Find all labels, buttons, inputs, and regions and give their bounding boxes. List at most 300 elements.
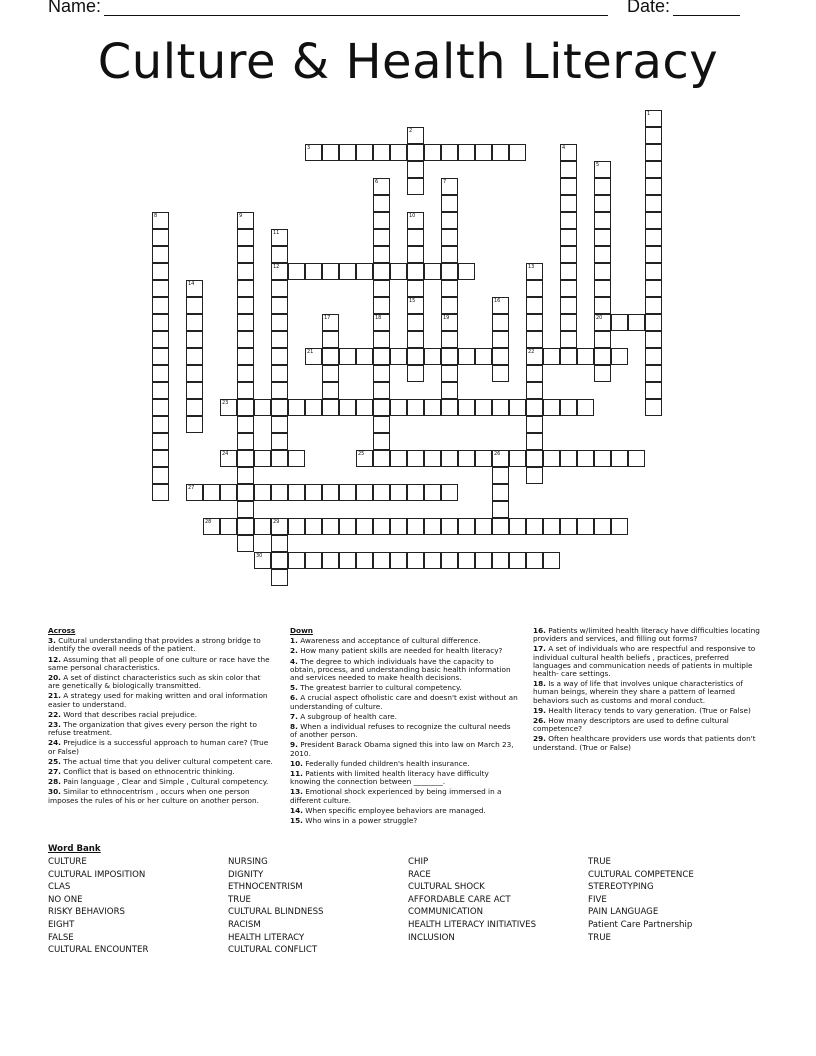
grid-cell[interactable] [271, 246, 288, 263]
grid-cell[interactable] [152, 280, 169, 297]
grid-cell[interactable] [526, 314, 543, 331]
grid-cell[interactable] [373, 263, 390, 280]
grid-cell[interactable] [237, 450, 254, 467]
grid-cell[interactable] [407, 518, 424, 535]
grid-cell[interactable] [560, 280, 577, 297]
grid-cell[interactable] [543, 518, 560, 535]
grid-cell[interactable] [628, 314, 645, 331]
grid-cell[interactable] [441, 212, 458, 229]
grid-cell[interactable] [271, 229, 288, 246]
grid-cell[interactable] [560, 331, 577, 348]
grid-cell[interactable] [441, 280, 458, 297]
grid-cell[interactable] [458, 450, 475, 467]
grid-cell[interactable] [237, 297, 254, 314]
grid-cell[interactable] [356, 399, 373, 416]
grid-cell[interactable] [203, 484, 220, 501]
grid-cell[interactable] [560, 348, 577, 365]
grid-cell[interactable] [526, 263, 543, 280]
grid-cell[interactable] [152, 263, 169, 280]
grid-cell[interactable] [441, 518, 458, 535]
grid-cell[interactable] [407, 263, 424, 280]
grid-cell[interactable] [407, 161, 424, 178]
grid-cell[interactable] [390, 518, 407, 535]
grid-cell[interactable] [560, 229, 577, 246]
grid-cell[interactable] [339, 399, 356, 416]
grid-cell[interactable] [373, 212, 390, 229]
grid-cell[interactable] [424, 552, 441, 569]
grid-cell[interactable] [526, 297, 543, 314]
grid-cell[interactable] [186, 365, 203, 382]
grid-cell[interactable] [356, 144, 373, 161]
grid-cell[interactable] [373, 314, 390, 331]
grid-cell[interactable] [186, 348, 203, 365]
grid-cell[interactable] [373, 484, 390, 501]
grid-cell[interactable] [526, 382, 543, 399]
grid-cell[interactable] [407, 331, 424, 348]
grid-cell[interactable] [577, 399, 594, 416]
grid-cell[interactable] [560, 518, 577, 535]
grid-cell[interactable] [492, 297, 509, 314]
grid-cell[interactable] [220, 484, 237, 501]
grid-cell[interactable] [322, 348, 339, 365]
grid-cell[interactable] [152, 399, 169, 416]
grid-cell[interactable] [441, 178, 458, 195]
grid-cell[interactable] [407, 178, 424, 195]
grid-cell[interactable] [424, 144, 441, 161]
grid-cell[interactable] [645, 212, 662, 229]
grid-cell[interactable] [509, 399, 526, 416]
grid-cell[interactable] [526, 518, 543, 535]
grid-cell[interactable] [271, 348, 288, 365]
grid-cell[interactable] [237, 501, 254, 518]
grid-cell[interactable] [594, 246, 611, 263]
grid-cell[interactable] [458, 518, 475, 535]
grid-cell[interactable] [424, 263, 441, 280]
grid-cell[interactable] [373, 280, 390, 297]
grid-cell[interactable] [526, 331, 543, 348]
grid-cell[interactable] [543, 348, 560, 365]
grid-cell[interactable] [509, 450, 526, 467]
grid-cell[interactable] [152, 382, 169, 399]
grid-cell[interactable] [645, 331, 662, 348]
grid-cell[interactable] [594, 314, 611, 331]
grid-cell[interactable] [441, 382, 458, 399]
grid-cell[interactable] [492, 518, 509, 535]
grid-cell[interactable] [424, 348, 441, 365]
grid-cell[interactable] [407, 399, 424, 416]
grid-cell[interactable] [492, 348, 509, 365]
grid-cell[interactable] [152, 331, 169, 348]
grid-cell[interactable] [611, 348, 628, 365]
grid-cell[interactable] [152, 433, 169, 450]
grid-cell[interactable] [543, 552, 560, 569]
grid-cell[interactable] [475, 144, 492, 161]
grid-cell[interactable] [526, 552, 543, 569]
grid-cell[interactable] [645, 314, 662, 331]
grid-cell[interactable] [492, 314, 509, 331]
grid-cell[interactable] [509, 144, 526, 161]
grid-cell[interactable] [611, 450, 628, 467]
grid-cell[interactable] [237, 246, 254, 263]
grid-cell[interactable] [645, 229, 662, 246]
grid-cell[interactable] [492, 501, 509, 518]
grid-cell[interactable] [645, 110, 662, 127]
grid-cell[interactable] [220, 518, 237, 535]
grid-cell[interactable] [271, 314, 288, 331]
grid-cell[interactable] [458, 263, 475, 280]
grid-cell[interactable] [237, 331, 254, 348]
grid-cell[interactable] [407, 348, 424, 365]
grid-cell[interactable] [594, 229, 611, 246]
grid-cell[interactable] [492, 331, 509, 348]
grid-cell[interactable] [322, 144, 339, 161]
grid-cell[interactable] [373, 178, 390, 195]
grid-cell[interactable] [152, 314, 169, 331]
grid-cell[interactable] [237, 263, 254, 280]
grid-cell[interactable] [220, 450, 237, 467]
grid-cell[interactable] [186, 399, 203, 416]
grid-cell[interactable] [594, 178, 611, 195]
grid-cell[interactable] [339, 144, 356, 161]
grid-cell[interactable] [237, 212, 254, 229]
grid-cell[interactable] [186, 484, 203, 501]
grid-cell[interactable] [577, 450, 594, 467]
grid-cell[interactable] [560, 144, 577, 161]
grid-cell[interactable] [560, 195, 577, 212]
grid-cell[interactable] [594, 518, 611, 535]
grid-cell[interactable] [424, 450, 441, 467]
grid-cell[interactable] [339, 552, 356, 569]
grid-cell[interactable] [152, 365, 169, 382]
grid-cell[interactable] [407, 144, 424, 161]
grid-cell[interactable] [611, 518, 628, 535]
grid-cell[interactable] [373, 450, 390, 467]
grid-cell[interactable] [526, 450, 543, 467]
grid-cell[interactable] [441, 195, 458, 212]
grid-cell[interactable] [152, 416, 169, 433]
grid-cell[interactable] [526, 348, 543, 365]
grid-cell[interactable] [373, 297, 390, 314]
grid-cell[interactable] [407, 212, 424, 229]
grid-cell[interactable] [254, 518, 271, 535]
grid-cell[interactable] [509, 552, 526, 569]
grid-cell[interactable] [322, 365, 339, 382]
grid-cell[interactable] [305, 552, 322, 569]
grid-cell[interactable] [356, 263, 373, 280]
grid-cell[interactable] [560, 246, 577, 263]
grid-cell[interactable] [492, 467, 509, 484]
grid-cell[interactable] [322, 518, 339, 535]
grid-cell[interactable] [441, 331, 458, 348]
grid-cell[interactable] [458, 399, 475, 416]
grid-cell[interactable] [271, 450, 288, 467]
grid-cell[interactable] [152, 484, 169, 501]
grid-cell[interactable] [356, 518, 373, 535]
grid-cell[interactable] [441, 552, 458, 569]
grid-cell[interactable] [152, 467, 169, 484]
grid-cell[interactable] [152, 297, 169, 314]
grid-cell[interactable] [152, 212, 169, 229]
grid-cell[interactable] [373, 348, 390, 365]
grid-cell[interactable] [594, 161, 611, 178]
grid-cell[interactable] [407, 229, 424, 246]
grid-cell[interactable] [322, 263, 339, 280]
grid-cell[interactable] [356, 348, 373, 365]
grid-cell[interactable] [152, 348, 169, 365]
grid-cell[interactable] [339, 518, 356, 535]
grid-cell[interactable] [560, 178, 577, 195]
grid-cell[interactable] [305, 144, 322, 161]
grid-cell[interactable] [271, 365, 288, 382]
grid-cell[interactable] [424, 518, 441, 535]
grid-cell[interactable] [152, 450, 169, 467]
grid-cell[interactable] [322, 552, 339, 569]
grid-cell[interactable] [441, 450, 458, 467]
grid-cell[interactable] [492, 144, 509, 161]
grid-cell[interactable] [424, 399, 441, 416]
grid-cell[interactable] [373, 144, 390, 161]
grid-cell[interactable] [645, 195, 662, 212]
grid-cell[interactable] [560, 161, 577, 178]
grid-cell[interactable] [492, 450, 509, 467]
grid-cell[interactable] [390, 263, 407, 280]
grid-cell[interactable] [458, 348, 475, 365]
grid-cell[interactable] [560, 314, 577, 331]
grid-cell[interactable] [305, 399, 322, 416]
grid-cell[interactable] [645, 161, 662, 178]
grid-cell[interactable] [441, 229, 458, 246]
grid-cell[interactable] [594, 450, 611, 467]
grid-cell[interactable] [560, 263, 577, 280]
grid-cell[interactable] [271, 297, 288, 314]
grid-cell[interactable] [373, 382, 390, 399]
grid-cell[interactable] [237, 229, 254, 246]
grid-cell[interactable] [322, 399, 339, 416]
grid-cell[interactable] [373, 399, 390, 416]
grid-cell[interactable] [237, 314, 254, 331]
grid-cell[interactable] [271, 569, 288, 586]
grid-cell[interactable] [577, 348, 594, 365]
grid-cell[interactable] [407, 280, 424, 297]
grid-cell[interactable] [594, 280, 611, 297]
grid-cell[interactable] [526, 399, 543, 416]
grid-cell[interactable] [645, 178, 662, 195]
grid-cell[interactable] [373, 518, 390, 535]
grid-cell[interactable] [645, 263, 662, 280]
grid-cell[interactable] [237, 416, 254, 433]
grid-cell[interactable] [577, 518, 594, 535]
grid-cell[interactable] [441, 144, 458, 161]
grid-cell[interactable] [390, 348, 407, 365]
grid-cell[interactable] [271, 263, 288, 280]
grid-cell[interactable] [288, 552, 305, 569]
grid-cell[interactable] [237, 382, 254, 399]
grid-cell[interactable] [594, 212, 611, 229]
grid-cell[interactable] [305, 518, 322, 535]
grid-cell[interactable] [271, 433, 288, 450]
grid-cell[interactable] [322, 314, 339, 331]
grid-cell[interactable] [288, 484, 305, 501]
grid-cell[interactable] [441, 314, 458, 331]
grid-cell[interactable] [271, 484, 288, 501]
grid-cell[interactable] [475, 348, 492, 365]
grid-cell[interactable] [611, 314, 628, 331]
grid-cell[interactable] [305, 348, 322, 365]
grid-cell[interactable] [407, 297, 424, 314]
grid-cell[interactable] [526, 433, 543, 450]
grid-cell[interactable] [560, 212, 577, 229]
grid-cell[interactable] [441, 246, 458, 263]
grid-cell[interactable] [407, 552, 424, 569]
grid-cell[interactable] [152, 246, 169, 263]
grid-cell[interactable] [288, 399, 305, 416]
grid-cell[interactable] [288, 518, 305, 535]
grid-cell[interactable] [526, 280, 543, 297]
grid-cell[interactable] [271, 535, 288, 552]
grid-cell[interactable] [305, 263, 322, 280]
grid-cell[interactable] [186, 382, 203, 399]
grid-cell[interactable] [526, 467, 543, 484]
grid-cell[interactable] [373, 416, 390, 433]
grid-cell[interactable] [186, 297, 203, 314]
grid-cell[interactable] [322, 331, 339, 348]
grid-cell[interactable] [186, 331, 203, 348]
grid-cell[interactable] [492, 484, 509, 501]
grid-cell[interactable] [254, 399, 271, 416]
grid-cell[interactable] [560, 297, 577, 314]
grid-cell[interactable] [441, 297, 458, 314]
grid-cell[interactable] [271, 331, 288, 348]
grid-cell[interactable] [390, 399, 407, 416]
grid-cell[interactable] [237, 399, 254, 416]
grid-cell[interactable] [322, 382, 339, 399]
grid-cell[interactable] [645, 144, 662, 161]
grid-cell[interactable] [645, 280, 662, 297]
grid-cell[interactable] [594, 348, 611, 365]
grid-cell[interactable] [560, 399, 577, 416]
grid-cell[interactable] [237, 484, 254, 501]
grid-cell[interactable] [645, 297, 662, 314]
grid-cell[interactable] [475, 450, 492, 467]
grid-cell[interactable] [322, 484, 339, 501]
grid-cell[interactable] [271, 399, 288, 416]
grid-cell[interactable] [390, 450, 407, 467]
grid-cell[interactable] [475, 552, 492, 569]
grid-cell[interactable] [271, 552, 288, 569]
grid-cell[interactable] [594, 195, 611, 212]
grid-cell[interactable] [543, 450, 560, 467]
grid-cell[interactable] [390, 144, 407, 161]
grid-cell[interactable] [237, 280, 254, 297]
grid-cell[interactable] [492, 399, 509, 416]
grid-cell[interactable] [645, 246, 662, 263]
grid-cell[interactable] [492, 365, 509, 382]
grid-cell[interactable] [407, 365, 424, 382]
grid-cell[interactable] [645, 382, 662, 399]
grid-cell[interactable] [271, 416, 288, 433]
grid-cell[interactable] [186, 314, 203, 331]
grid-cell[interactable] [288, 263, 305, 280]
grid-cell[interactable] [254, 450, 271, 467]
grid-cell[interactable] [390, 484, 407, 501]
grid-cell[interactable] [509, 518, 526, 535]
grid-cell[interactable] [373, 552, 390, 569]
grid-cell[interactable] [526, 416, 543, 433]
grid-cell[interactable] [645, 348, 662, 365]
grid-cell[interactable] [594, 331, 611, 348]
grid-cell[interactable] [407, 246, 424, 263]
grid-cell[interactable] [373, 229, 390, 246]
grid-cell[interactable] [186, 280, 203, 297]
grid-cell[interactable] [220, 399, 237, 416]
grid-cell[interactable] [237, 433, 254, 450]
grid-cell[interactable] [237, 348, 254, 365]
grid-cell[interactable] [526, 365, 543, 382]
grid-cell[interactable] [458, 144, 475, 161]
grid-cell[interactable] [339, 484, 356, 501]
grid-cell[interactable] [305, 484, 322, 501]
grid-cell[interactable] [492, 552, 509, 569]
grid-cell[interactable] [390, 552, 407, 569]
grid-cell[interactable] [441, 484, 458, 501]
grid-cell[interactable] [645, 127, 662, 144]
grid-cell[interactable] [339, 348, 356, 365]
grid-cell[interactable] [458, 552, 475, 569]
grid-cell[interactable] [373, 195, 390, 212]
grid-cell[interactable] [407, 127, 424, 144]
grid-cell[interactable] [407, 314, 424, 331]
grid-cell[interactable] [254, 484, 271, 501]
grid-cell[interactable] [645, 399, 662, 416]
grid-cell[interactable] [237, 535, 254, 552]
grid-cell[interactable] [373, 331, 390, 348]
grid-cell[interactable] [373, 365, 390, 382]
grid-cell[interactable] [475, 518, 492, 535]
grid-cell[interactable] [424, 484, 441, 501]
grid-cell[interactable] [594, 365, 611, 382]
grid-cell[interactable] [441, 365, 458, 382]
grid-cell[interactable] [475, 399, 492, 416]
grid-cell[interactable] [373, 433, 390, 450]
grid-cell[interactable] [271, 382, 288, 399]
grid-cell[interactable] [237, 467, 254, 484]
grid-cell[interactable] [373, 246, 390, 263]
grid-cell[interactable] [152, 229, 169, 246]
grid-cell[interactable] [186, 416, 203, 433]
grid-cell[interactable] [271, 518, 288, 535]
grid-cell[interactable] [441, 348, 458, 365]
grid-cell[interactable] [441, 263, 458, 280]
grid-cell[interactable] [407, 450, 424, 467]
grid-cell[interactable] [560, 450, 577, 467]
grid-cell[interactable] [543, 399, 560, 416]
grid-cell[interactable] [356, 450, 373, 467]
grid-cell[interactable] [288, 450, 305, 467]
grid-cell[interactable] [407, 484, 424, 501]
grid-cell[interactable] [594, 297, 611, 314]
grid-cell[interactable] [237, 518, 254, 535]
grid-cell[interactable] [254, 552, 271, 569]
grid-cell[interactable] [441, 399, 458, 416]
grid-cell[interactable] [237, 365, 254, 382]
grid-cell[interactable] [594, 263, 611, 280]
grid-cell[interactable] [339, 263, 356, 280]
grid-cell[interactable] [645, 365, 662, 382]
grid-cell[interactable] [628, 450, 645, 467]
grid-cell[interactable] [203, 518, 220, 535]
grid-cell[interactable] [271, 280, 288, 297]
grid-cell[interactable] [356, 552, 373, 569]
